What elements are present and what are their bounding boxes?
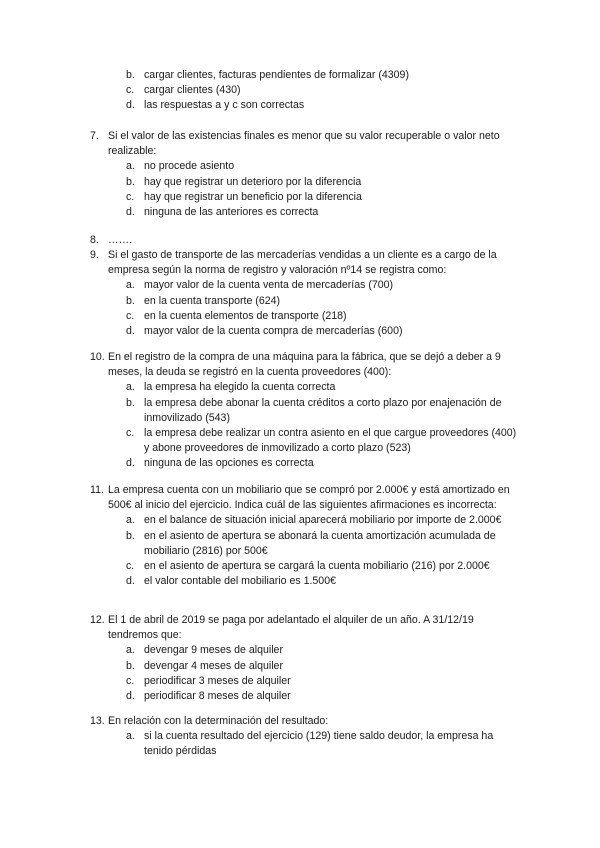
question-11 (90, 483, 522, 589)
question-10-stem: 10. En el registro de la compra de una máquina para la fábrica, que se dejó a deber a 9 meses, la deuda se registró en la cuenta proveedores (400): (90, 351, 501, 379)
option-7b: b. hay que registrar un deterioro por la diferencia (126, 175, 362, 188)
option-9a: a. mayor valor de la cuenta venta de mercaderías (700) (126, 279, 394, 292)
question-11-stem: 11. La empresa cuenta con un mobiliario que se compró por 2.000€ y está amortizado en 500€ al inicio del ejercicio. Indica cuál de las siguientes afirmaciones es incorrecta: (90, 484, 510, 512)
question-10 (90, 350, 522, 472)
question-13-stem: 13. En relación con la determinación del resultado: (90, 715, 329, 727)
option-6b: b. cargar clientes, facturas pendientes de formalizar (4309) (126, 69, 409, 81)
option-11a: a. en el balance de situación inicial aparecerá mobiliario por importe de 2.000€ (126, 514, 502, 527)
option-7c: c. hay que registrar un beneficio por la diferencia (126, 190, 362, 203)
question-12 (90, 613, 522, 704)
option-12a: a. devengar 9 meses de alquiler (126, 644, 283, 657)
option-10c: c. la empresa debe realizar un contra asiento en el que cargue proveedores (400) y abone proveedores de inmovilizado a corto plazo (523) (126, 427, 517, 455)
question-12-stem: 12. El 1 de abril de 2019 se paga por adelantado el alquiler de un año. A 31/12/19 tendremos que: (90, 614, 474, 642)
question-13 (90, 714, 522, 760)
question-9 (90, 248, 522, 339)
option-7a: a. no procede asiento (126, 160, 235, 173)
option-12c: c. periodificar 3 meses de alquiler (126, 674, 291, 687)
option-11b: b. en el asiento de apertura se abonará la cuenta amortización acumulada de mobiliario (2816) por 500€ (126, 529, 496, 557)
question-9-stem: 9. Si el gasto de transporte de las mercaderías vendidas a un cliente es a cargo de la empresa según la norma de registro y valoración nº14 se registra como: (90, 249, 497, 277)
option-10b: b. la empresa debe abonar la cuenta créditos a corto plazo por enajenación de inmovilizado (543) (126, 396, 502, 424)
option-10d: d. ninguna de las opciones es correcta (126, 457, 314, 470)
option-9d: d. mayor valor de la cuenta compra de mercaderías (600) (126, 325, 403, 338)
question-8-stem: 8. ……. (90, 234, 133, 246)
option-6d: d. las respuestas a y c son correctas (126, 99, 305, 112)
question-7 (90, 129, 522, 220)
question-6-tail (90, 68, 522, 114)
question-8 (90, 233, 522, 248)
option-9b: b. en la cuenta transporte (624) (126, 294, 281, 307)
option-12b: b. devengar 4 meses de alquiler (126, 659, 283, 672)
option-9c: c. en la cuenta elementos de transporte (218) (126, 309, 347, 322)
question-7-stem: 7. Si el valor de las existencias finales es menor que su valor recuperable o valor neto realizable: (90, 130, 500, 158)
option-10a: a. la empresa ha elegido la cuenta correcta (126, 381, 336, 394)
option-11d: d. el valor contable del mobiliario es 1.500€ (126, 575, 336, 588)
option-11c: c. en el asiento de apertura se cargará la cuenta mobiliario (216) por 2.000€ (126, 560, 490, 573)
option-13a: a. si la cuenta resultado del ejercicio (129) tiene saldo deudor, la empresa ha tenido pérdidas (126, 730, 494, 758)
option-7d: d. ninguna de las anteriores es correcta (126, 206, 319, 219)
option-12d: d. periodificar 8 meses de alquiler (126, 690, 291, 703)
option-6c: c. cargar clientes (430) (126, 84, 241, 97)
